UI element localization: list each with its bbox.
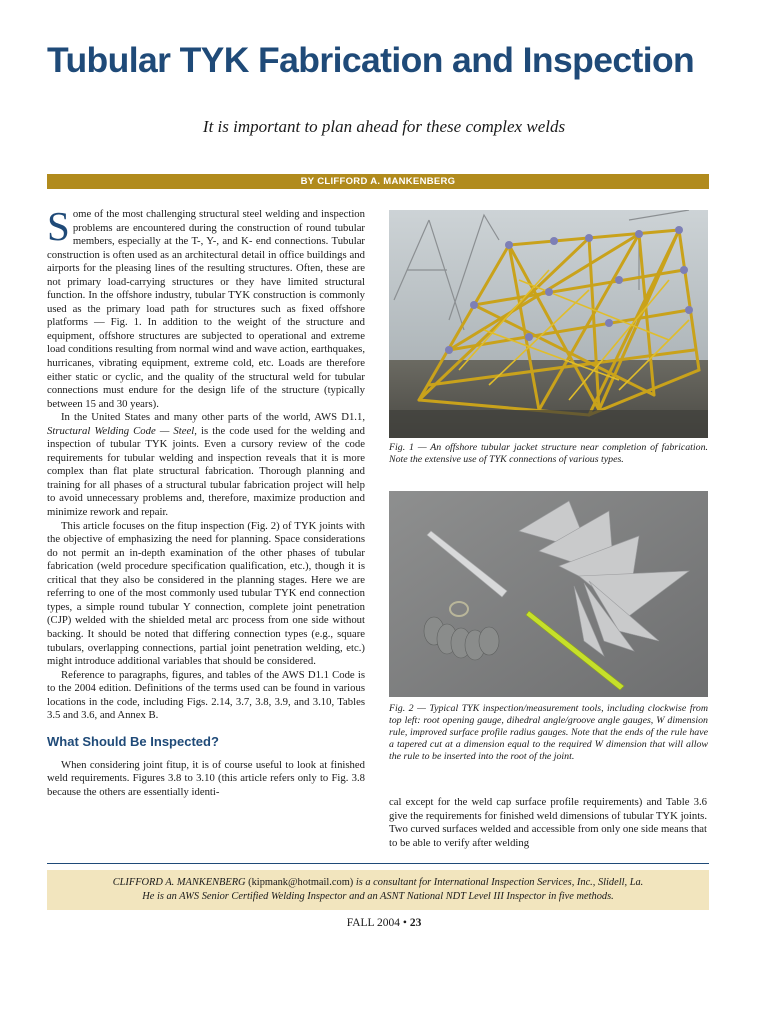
paragraph-focus: This article focuses on the fitup inspection (Fig. 2) of TYK joints with the objective of emphasizing the need for planning. Space considerations do not permit an in-depth examination of the other phases of tubular fabrication (weld procedure specification qualification, etc.), though it is critical that they also be considered in the planning stages. Here we are referring to one of the most commonly used tubular TYK end connection types, a simple round tubular Y connection, complete joint penetration (CJP) welded with the shielded metal arc process from one side without backing. It should be noted that differing connection types (e.g., square tubulars, overlapping connections, partial joint penetration welding, etc.) might introduce additional variables that should be considered. — [47, 519, 365, 668]
jacket-structure-illustration — [389, 210, 708, 438]
page-folio — [0, 916, 768, 930]
bio-email: (kipmank@hotmail.com) — [248, 877, 354, 888]
paragraph-reference: Reference to paragraphs, figures, and tables of the AWS D1.1 Code is to the 2004 edition. Definitions of the terms used can be found in various locations in the code, including Figs. 2.14, 3.7, 3.8, 3.9, and 3.10, Tables 3.5 and 3.6, and Annex B. — [47, 668, 365, 722]
bio-line-1 — [47, 876, 709, 890]
figure-1-photo — [389, 210, 708, 438]
left-column — [47, 208, 365, 850]
inspection-tools-illustration — [389, 491, 708, 697]
figure-1-caption: Fig. 1 — An offshore tubular jacket structure near completion of fabrication. Note the extensive use of TYK connections of various types. — [389, 442, 708, 465]
drop-cap: S — [47, 208, 70, 249]
paragraph-intro-text: ome of the most challenging structural steel welding and inspection problems are encountered during the construction of round tubular members, especially at the T-, Y-, and K- end connections. Tubular construction is often used as an architectural detail in office buildings and airports for the pleasing lines of the resulting structures. Often, these are not primary load-carrying structures or they have limited structural function. In the offshore industry, tubular TYK construction is commonly used as the primary load path for structures such as fixed offshore platforms — Fig. 1. In addition to the weight of the structure and equipment, offshore structures are subjected to operational and extreme load conditions resulting from normal wind and wave action, earthquakes, hurricanes, vibrating equipment, extreme cold, etc. Loads are therefore either static or cyclic, and the quality of the structural weld for tubular connections must endure for the design life of the structure (typically between 15 and 30 years). — [47, 208, 365, 410]
paragraph-code-text-a: In the United States and many other parts of the world, AWS D1.1, — [61, 411, 365, 424]
code-title: Structural Welding Code — Steel — [47, 424, 195, 437]
article-title: Tubular TYK Fabrication and Inspection — [47, 40, 695, 80]
figure-2-caption: Fig. 2 — Typical TYK inspection/measurement tools, including clockwise from top left: root opening gauge, dihedral angle/groove angle gauges, W dimension rule, improved surface profile radius gauges. Note that the ends of the rule have a tapered cut at a dimension equal to the required W dimension that will allow the rule to be inserted into the root of the joint. — [389, 703, 708, 762]
byline-bar: BY CLIFFORD A. MANKENBERG — [47, 174, 709, 189]
author-bio — [47, 870, 709, 910]
paragraph-code-text-b: , is the code used for the welding and inspection of tubular TYK joints. Even a cursory review of the code requirements for tubular welding and inspection reveals that it is more complex than flat plate structural fabrication. Thorough planning and training for all phases of a structural tubular fabrication project will help to avoid unnecessary problems and, therefore, maximize production and minimize rework and repair. — [47, 424, 365, 519]
paragraph-fitup: When considering joint fitup, it is of course useful to look at finished weld requirements. Figures 3.8 to 3.10 (this article refers only to Fig. 3.8 because the others are essentially identi- — [47, 758, 365, 798]
divider-rule — [47, 863, 709, 864]
article-subtitle: It is important to plan ahead for these complex welds — [202, 117, 566, 136]
paragraph-code — [47, 411, 365, 519]
paragraph-intro — [47, 208, 365, 411]
section-heading: What Should Be Inspected? — [47, 733, 219, 749]
folio-issue: FALL 2004 • — [346, 917, 407, 929]
bio-line-1-rest: is a consultant for International Inspection Services, Inc., Slidell, La. — [353, 877, 644, 888]
figure-2-photo — [389, 491, 708, 697]
bio-name: CLIFFORD A. MANKENBERG — [112, 877, 246, 888]
bio-line-2: He is an AWS Senior Certified Welding Inspector and an ASNT National NDT Level III Inspector in five methods. — [142, 890, 614, 902]
paragraph-continuation: cal except for the weld cap surface profile requirements) and Table 3.6 give the requirements for finished weld dimensions of tubular TYK joints. Two curved surfaces welded and accessible from only one side means that to be able to verify after welding — [389, 796, 707, 849]
page-number: 23 — [409, 917, 422, 929]
